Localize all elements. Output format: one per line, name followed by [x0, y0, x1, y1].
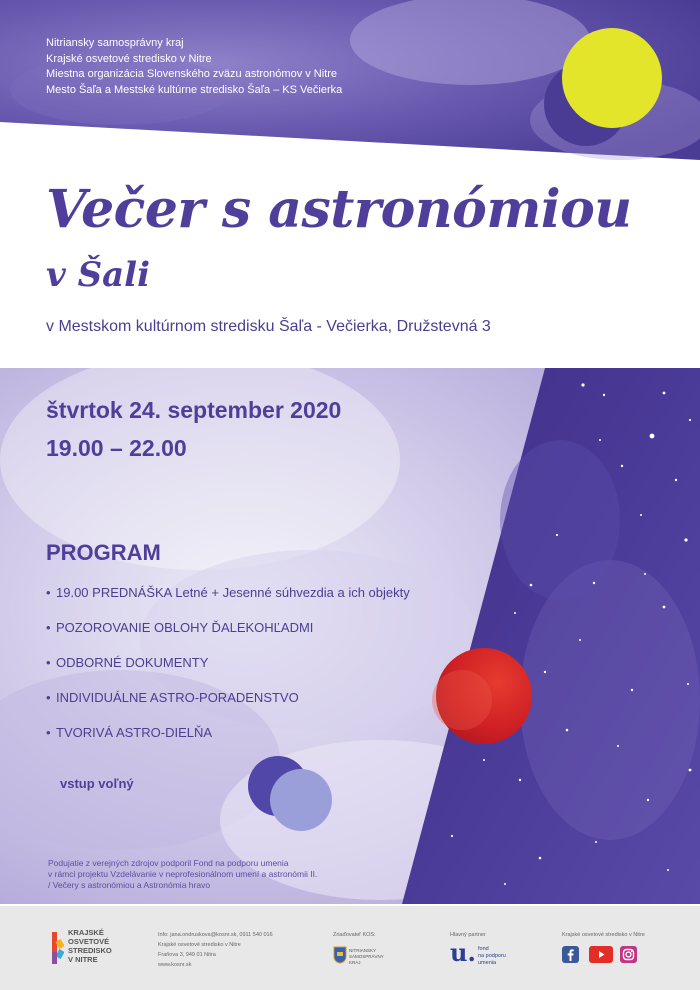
footer: [0, 906, 700, 990]
program-list: [46, 583, 410, 758]
contact-line: www.kosnr.sk: [158, 962, 192, 968]
kos-name: [68, 928, 112, 964]
program-item: [46, 688, 410, 723]
support-line: Podujatie z verejných zdrojov podporil Fond na podporu umenia: [48, 858, 289, 868]
kos-name-line: OSVETOVÉ: [68, 937, 110, 946]
founder-name-line: NITRIANSKY: [349, 948, 377, 953]
program-item: [46, 583, 410, 618]
support-line: / Večery s astronómiou a Astronómia hravo: [48, 880, 211, 890]
event-subtitle: v Šali: [46, 255, 151, 295]
contact-line: Info: jana.ondruskova@kosnr.sk, 0911 540 016: [158, 932, 273, 938]
bullet-icon: •: [46, 655, 51, 670]
event-time: 19.00 – 22.00: [46, 435, 187, 461]
kos-name-line: V NITRE: [68, 955, 98, 964]
organizer-line: Nitriansky samosprávny kraj: [46, 37, 184, 49]
partner-name-line: fond: [478, 946, 489, 952]
program-item-label: ODBORNÉ DOKUMENTY: [56, 655, 209, 670]
contact-line: Fraňova 3, 949 01 Nitra: [158, 952, 216, 958]
program-item-label: INDIVIDUÁLNE ASTRO-PORADENSTVO: [56, 690, 299, 705]
support-text: [48, 858, 317, 891]
partner-name: [478, 946, 506, 967]
kos-name-line: KRAJSKÉ: [68, 928, 104, 937]
program-heading: PROGRAM: [46, 540, 161, 565]
event-venue: v Mestskom kultúrnom stredisku Šaľa - Večierka, Družstevná 3: [46, 318, 491, 335]
founder-name-line: SAMOSPRÁVNY: [349, 954, 384, 959]
program-item-label: 19.00 PREDNÁŠKA Letné + Jesenné súhvezdia a ich objekty: [56, 585, 410, 600]
contact-line: Krajské osvetové stredisko v Nitre: [158, 942, 241, 948]
organizer-line: Krajské osvetové stredisko v Nitre: [46, 52, 212, 65]
event-date: štvrtok 24. september 2020: [46, 397, 342, 423]
founder-label: Zriaďovateľ KOS:: [333, 932, 376, 938]
nsk-coat-of-arms-icon: [333, 946, 347, 964]
founder-name-line: KRAJ: [349, 960, 361, 965]
partner-name-line: umenia: [478, 960, 497, 966]
contact-info: [158, 930, 273, 970]
partner-name-line: na podporu: [478, 953, 506, 959]
organizer-line: Mesto Šaľa a Mestské kultúrne stredisko Šaľa – KS Večierka: [46, 83, 343, 96]
organizers-list: [46, 36, 342, 98]
bullet-icon: •: [46, 690, 51, 705]
social-label: Krajské osvetové stredisko v Nitre: [562, 932, 645, 938]
bullet-icon: •: [46, 725, 51, 740]
program-item: [46, 723, 410, 758]
program-item: [46, 653, 410, 688]
bullet-icon: •: [46, 585, 51, 600]
support-line: v rámci projektu Vzdelávanie v neprofesionálnom umení a astronómii II.: [48, 869, 318, 879]
kos-logo-icon: [52, 932, 64, 964]
founder-name: [349, 948, 384, 966]
instagram-icon[interactable]: [620, 946, 637, 963]
entry-note: vstup voľný: [60, 776, 134, 791]
program-item-label: TVORIVÁ ASTRO-DIELŇA: [56, 725, 213, 740]
facebook-icon[interactable]: [562, 946, 579, 963]
program-item: [46, 618, 410, 653]
fpu-logo-icon: u.: [450, 938, 476, 967]
planet-yellow: [562, 28, 662, 128]
event-title: Večer s astronómiou: [46, 179, 632, 240]
kos-name-line: STREDISKO: [68, 946, 112, 955]
bullet-icon: •: [46, 620, 51, 635]
organizer-line: Miestna organizácia Slovenského zväzu astronómov v Nitre: [46, 68, 338, 80]
partner-label: Hlavný partner: [450, 932, 486, 938]
youtube-icon[interactable]: [589, 946, 613, 963]
program-item-label: POZOROVANIE OBLOHY ĎALEKOHĽADMI: [56, 620, 314, 635]
